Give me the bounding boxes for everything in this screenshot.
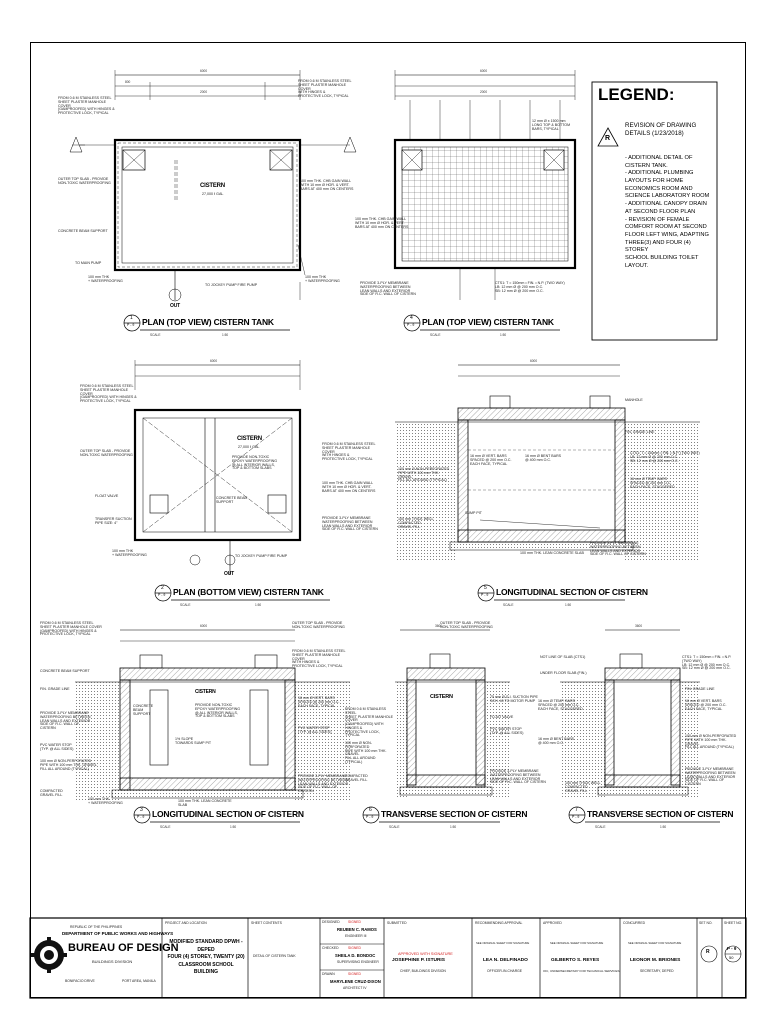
note-waterstop-3: PVC WATER STOP (TYP. @ ALL SIDES): [490, 727, 524, 735]
scale-value-1: 1:50: [222, 333, 229, 337]
note-slab-line-2: UNDER FLOOR SLAB (FIN.): [540, 671, 587, 675]
tb-addr-left: BONIFACIO DRIVE: [65, 979, 95, 983]
tb-h-designed: DESIGNED: [322, 920, 340, 924]
title-drawing-3: LONGITUDINAL SECTION OF CISTERN: [152, 809, 304, 819]
tb-sheet-no: P - 9: [727, 946, 737, 951]
scale-value-4: 1:50: [500, 333, 507, 337]
note-outer-top-slab-4: OUTER TOP SLAB - PROVIDE NON-TOXIC WATERPROOFING: [440, 621, 493, 629]
note-membrane-7: PROVIDE 3-PLY MEMBRANE WATERPROOFING BETWEEN LEAN WALLS AND EXTERIOR SIDE OF R.C. WALL OF CISTERN: [685, 767, 736, 787]
scale-value-3: 1:50: [230, 825, 237, 829]
note-suction-pipe: 75 mm Ø G.I. SUCTION PIPE SCH. 40 TO MOTOR PUMP: [490, 695, 538, 703]
plan-top-view-4: [395, 70, 575, 300]
note-bent-bars-2: 16 mm Ø BENT BARS @ 400 mm O.C.: [538, 737, 575, 745]
note-grade-line-1: FIN. GRADE LINE: [625, 430, 655, 434]
title-drawing-7: TRANSVERSE SECTION OF CISTERN: [587, 809, 734, 819]
note-membrane-3: PROVIDE 3-PLY MEMBRANE WATERPROOFING BETWEEN LEAN WALLS AND EXTERIOR SIDE OF R.C. WALL OF CISTERN: [590, 541, 646, 557]
note-jockey-pump: TO JOCKEY PUMP FIRE PUMP: [205, 283, 258, 287]
cistern-label-2: CISTERN: [237, 436, 262, 442]
tb-h-drawn: DRAWN: [322, 972, 335, 976]
note-main-pump: TO MAIN PUMP: [75, 261, 102, 265]
dim-side-1: 800: [125, 80, 131, 84]
note-lean-slab-1: 100 mm THK. LEAN CONCRETE SLAB: [520, 551, 584, 555]
tb-designed: REUBEN C. RAMOS: [337, 927, 377, 932]
tb-recommending-role: OFFICER-IN-CHARGE: [487, 969, 523, 973]
tb-bureau: BUREAU OF DESIGN: [68, 942, 179, 954]
note-gravel-fill-2: 100 mm THICK WELL COMPACTED GRAVEL FILL: [565, 781, 601, 793]
note-temp-bars-2: 16 mm Ø TEMP. BARS SPACED @ 200 mm O.C. EACH FACE, STAGGERED: [538, 699, 583, 711]
bubble-num-7: 7: [575, 807, 578, 813]
tb-h-setno: SET NO.: [699, 921, 713, 925]
note-outer-top-slab: OUTER TOP SLAB - PROVIDE NON-TOXIC WATERPROOFING: [58, 177, 111, 185]
cistern-capacity-2: 27,000 ℓ GAL: [238, 445, 260, 449]
note-vert-bars-2: 16 mm Ø VERT. BARS SPACED @ 200 mm O.C. EACH FACE, TYPICAL: [298, 696, 340, 708]
note-outer-top-slab-2: OUTER TOP SLAB - PROVIDE NON-TOXIC WATERPROOFING: [80, 449, 133, 457]
note-manhole-cover-2: FROM 0.6 M STAINLESS STEEL SHEET PLASTER MANHOLE COVER WITH HINGES & PROTECTIVE LOCK, TYPICAL: [298, 79, 352, 99]
cistern-label-4: CISTERN: [430, 694, 453, 700]
scale-value-7: 1:50: [660, 825, 667, 829]
tb-designed-sig: SIGNED: [348, 920, 361, 924]
note-transfer-suction: TRANSFER SUCTION PIPE SIZE: 4": [95, 517, 132, 525]
longitudinal-section-5: [395, 365, 700, 562]
note-float-valve: FLOAT VALVE: [95, 494, 119, 498]
tb-approved: GILBERTO S. REYES: [551, 958, 600, 963]
scale-label-3: SCALE: [160, 825, 171, 829]
note-waterproofing-2: 100 mm THK + WATERPROOFING: [305, 275, 340, 283]
note-manhole-cover-6: FROM 0.6 M STAINLESS STEEL SHEET PLASTER MANHOLE COVER WITH HINGES & PROTECTIVE LOCK, TYPICAL: [292, 649, 346, 669]
tb-agency-2: DEPARTMENT OF PUBLIC WORKS AND HIGHWAYS: [62, 931, 174, 936]
note-perforated-pipe-3: 100 mm Ø NON-PERFORATED PIPE WITH 100 mm THK. GRAVEL FILL ALL AROUND (TYPICAL): [345, 741, 387, 764]
note-beam-support: CONCRETE BEAM SUPPORT: [58, 229, 108, 233]
dim-overall-1: 6000: [200, 69, 208, 73]
tb-h-sheetno: SHEET NO.: [724, 921, 743, 925]
bubble-num-4: 4: [410, 315, 413, 321]
scale-label-4: SCALE: [430, 333, 441, 337]
note-epoxy-2: PROVIDE NON-TOXIC EPOXY WATERPROOFING @ ALL INTERIOR WALLS, TOP & BOTTOM SLABS: [195, 703, 241, 719]
note-membrane-1: PROVIDE 3-PLY MEMBRANE WATERPROOFING BETWEEN LEAN WALLS AND EXTERIOR SIDE OF R.C. WALL OF CISTERN: [360, 281, 416, 297]
note-membrane-5: PROVIDE 3-PLY MEMBRANE WATERPROOFING BETWEEN LEAN WALLS AND EXTERIOR SIDE OF R.C. WALL OF CISTERN: [298, 774, 349, 794]
note-compacted-gravel-1: COMPACTED GRAVEL FILL: [40, 789, 63, 797]
bubble-ref-7: P - 9: [572, 815, 580, 819]
note-waterproofing-4: 100 mm THK + WATERPROOFING: [88, 797, 123, 805]
title-drawing-4: PLAN (TOP VIEW) CISTERN TANK: [422, 317, 554, 327]
note-manhole-cover-7: FROM 0.6 M STAINLESS STEEL SHEET PLASTER MANHOLE COVER (GAMPROOFED) WITH HINGES & PROTECTIVE LOCK, TYPICAL: [345, 707, 394, 738]
tb-h-concurred: CONCURRED: [623, 921, 646, 925]
cistern-label-3: CISTERN: [195, 689, 216, 695]
tb-agency-1: REPUBLIC OF THE PHILIPPINES: [70, 925, 123, 929]
tb-drawn-sig: SIGNED: [348, 972, 361, 976]
tb-rev: R: [706, 949, 710, 955]
note-gravel-fill-1: 100 mm THICK WELL COMPACTED GRAVEL FILL: [398, 517, 434, 529]
tb-h-approved: APPROVED: [543, 921, 562, 925]
legend-items: - ADDITIONAL DETAIL OF CISTERN TANK. - ADDITIONAL PLUMBING LAYOUTS FOR HOME ECONOMICS ROOM AND SCIENCE LABORATORY ROOM - ADDITIONAL CANOPY DRAIN AT SECOND FLOOR PLAN - REVISION OF FEMALE COMFORT ROOM AT SECOND FLOOR LEFT WING, ADAPTING THREE(3) AND FOUR (4) STOREY SCHOOL BUILDING TOILET LAYOUT.: [625, 155, 710, 269]
note-lean-slab-2: 100 mm THK. LEAN CONCRETE SLAB: [178, 799, 232, 807]
dim-mid-1: 2000: [200, 90, 208, 94]
tb-approved-role: OIC, UNDERSECRETARY FOR TECHNICAL SERVICES: [543, 969, 620, 973]
dpwh-seal: [31, 937, 67, 973]
note-cts1-1: CTS1: T = 150mm • FIN. • N.P. (TWO WAY) LB: 12 mm Ø @ 200 mm O.C. SB: 12 mm Ø @ 200 mm O.C.: [495, 281, 565, 293]
tb-rec-sig: SEE ORIGINAL SHEET FOR SIGNATURE: [476, 941, 530, 945]
tb-division: BUILDINGS DIVISION: [92, 959, 133, 964]
bubble-ref-6: P - 9: [366, 815, 374, 819]
tb-concurred-role: SECRETARY, DEPED: [640, 969, 674, 973]
dim-mid-2: 2000: [480, 90, 488, 94]
note-manhole-cover-5: FROM 0.6 M STAINLESS STEEL SHEET PLASTER MANHOLE COVER (GAMPROOFED) WITH HINGES & PROTECTIVE LOCK, TYPICAL: [40, 621, 102, 637]
dim-overall-3: 6000: [210, 359, 218, 363]
note-vert-bars-1: 16 mm Ø VERT. BARS SPACED @ 200 mm O.C. EACH FACE, TYPICAL: [470, 454, 512, 466]
cistern-capacity-1: 27,000 ℓ GAL: [202, 192, 224, 196]
note-perforated-pipe-4: 100 mm Ø NON-PERFORATED PIPE WITH 100 mm THK. GRAVEL FILL ALL AROUND (TYPICAL): [685, 734, 737, 750]
scale-value-5: 1:50: [565, 603, 572, 607]
tb-h-project: PROJECT AND LOCATION: [165, 921, 207, 925]
tb-project: MODIFIED STANDARD DPWH - DEPED FOUR (4) STOREY, TWENTY (20) CLASSROOM SCHOOL BUILDING: [167, 939, 245, 975]
out-label-1: OUT: [170, 303, 180, 309]
bubble-ref-4: P - 9: [407, 323, 415, 327]
note-waterproofing-3: 100 mm THK + WATERPROOFING: [112, 549, 147, 557]
tb-designed-role: ENGINEER III: [345, 934, 367, 938]
note-perforated-pipe-1: 100 mm Ø NON-PERFORATED PIPE WITH 100 mm THK. GRAVEL FILL ALL AROUND (TYPICAL): [398, 467, 450, 483]
tb-checked-role: SUPERVISING ENGINEER: [337, 960, 379, 964]
note-manhole-cover: FROM 0.6 M STAINLESS STEEL SHEET PLASTER MANHOLE COVER (GAMPROOFED) WITH HINGES & PROTECTIVE LOCK, TYPICAL: [58, 96, 115, 116]
legend-rev-symbol: R: [605, 135, 611, 142]
tb-sheet-of: 50: [729, 955, 734, 960]
scale-label-2: SCALE: [180, 603, 191, 607]
dim-trans-2: 3600: [635, 624, 643, 628]
tb-h-recommending: RECOMMENDING APPROVAL: [475, 921, 523, 925]
bubble-num-3: 3: [140, 807, 143, 813]
tb-submitted-sig: APPROVED WITH SIGNATURE: [398, 952, 453, 956]
note-membrane-6: PROVIDE 3-PLY MEMBRANE WATERPROOFING BETWEEN LEAN WALLS AND EXTERIOR SIDE OF R.C. WALL OF CISTERN: [490, 769, 546, 785]
note-beam-support-3: CONCRETE BEAM SUPPORT: [40, 669, 90, 673]
legend-heading: REVISION OF DRAWING DETAILS (1/23/2018): [625, 122, 697, 138]
note-slab-line-1: NOT LINE OF SLAB (CTS1): [540, 655, 586, 659]
note-float-valve-2: FLOAT VALVE: [490, 715, 514, 719]
bubble-ref-3: P - 9: [137, 815, 145, 819]
bubble-ref-2: P - 9: [158, 593, 166, 597]
tb-submitted: JOSEPHINE P. ISTURIS: [392, 958, 445, 963]
title-drawing-2: PLAN (BOTTOM VIEW) CISTERN TANK: [173, 587, 324, 597]
note-epoxy-1: PROVIDE NON-TOXIC EPOXY WATERPROOFING @ ALL INTERIOR WALLS, TOP & BOTTOM SLABS: [232, 455, 278, 471]
dim-overall-5: 6000: [200, 624, 208, 628]
note-vert-bars-3: 16 mm Ø VERT. BARS SPACED @ 200 mm O.C. EACH FACE, TYPICAL: [685, 699, 727, 711]
note-beam-support-4: CONCRETE BEAM SUPPORT: [133, 704, 154, 716]
title-drawing-6: TRANSVERSE SECTION OF CISTERN: [381, 809, 528, 819]
dim-overall-4: 6000: [530, 359, 538, 363]
dim-overall-2: 6000: [480, 69, 488, 73]
note-manhole-1: MANHOLE: [625, 398, 643, 402]
note-compacted-gravel-2: COMPACTED GRAVEL FILL: [345, 774, 368, 782]
note-manhole-cover-4: FROM 0.6 M STAINLESS STEEL SHEET PLASTER MANHOLE COVER WITH HINGES & PROTECTIVE LOCK, TYPICAL: [322, 442, 376, 462]
tb-h-sheet: SHEET CONTENTS: [251, 921, 282, 925]
tb-app-sig: SEE ORIGINAL SHEET FOR SIGNATURE: [550, 941, 604, 945]
tb-drawn-role: ARCHITECT IV: [343, 986, 367, 990]
note-outer-top-slab-3: OUTER TOP SLAB - PROVIDE NON-TOXIC WATERPROOFING: [292, 621, 345, 629]
note-jockey-pump-2: TO JOCKEY PUMP FIRE PUMP: [235, 554, 288, 558]
note-temp-bars-1: 16 mm Ø TEMP. BARS SPACED @ 200 mm O.C. EACH FACE, STAGGERED: [630, 477, 675, 489]
scale-label-6: SCALE: [389, 825, 400, 829]
legend-title: LEGEND:: [598, 85, 675, 104]
tb-checked: SHEILA D. BONDOC: [335, 953, 376, 958]
note-waterproofing: 100 mm THK + WATERPROOFING: [88, 275, 123, 283]
tb-checked-sig: SIGNED: [348, 946, 361, 950]
bubble-num-1: 1: [130, 315, 133, 321]
tb-drawn: MARYLENE CRUZ-DIXON: [330, 979, 381, 984]
scale-label-7: SCALE: [595, 825, 606, 829]
tb-recommending: LEA N. DELFINADO: [483, 958, 528, 963]
scale-value-2: 1:50: [255, 603, 262, 607]
note-top-bottom-bars: 12 mm Ø x 1500 mm LONG TOP & BOTTOM BARS, TYPICAL: [532, 119, 571, 131]
note-manhole-cover-3: FROM 0.6 M STAINLESS STEEL SHEET PLASTER MANHOLE COVER (GAMPROOFED) WITH HINGES & PROTECTIVE LOCK, TYPICAL: [80, 384, 137, 404]
note-membrane-4: PROVIDE 3-PLY MEMBRANE WATERPROOFING BETWEEN LEAN WALLS AND EXTERIOR SIDE OF R.C. WALL OF CISTERN: [40, 711, 91, 731]
note-sump-pit: SUMP PIT: [465, 511, 482, 515]
cistern-label-1: CISTERN: [200, 183, 225, 189]
note-slope-1: 1% SLOPE TOWARDS SUMP PIT: [175, 737, 212, 745]
tb-h-submitted: SUBMITTED: [387, 921, 407, 925]
note-cts1-3: CTS1: T = 150mm • FIN. • N.P. (TWO WAY) LB: 12 mm Ø @ 200 mm O.C. SB: 12 mm Ø @ 200 mm O.C.: [682, 655, 732, 671]
note-grade-line-3: FIN. GRADE LINE: [685, 687, 715, 691]
bubble-num-2: 2: [161, 585, 164, 591]
title-drawing-1: PLAN (TOP VIEW) CISTERN TANK: [142, 317, 274, 327]
tb-submitted-role: CHIEF, BUILDINGS DIVISION: [400, 969, 446, 973]
note-grade-line-2: FIN. GRADE LINE: [40, 687, 70, 691]
note-chb-wall: 100 mm THK. CHB GAIN WALL WITH 10 mm Ø HOR. & VERT. BARS AT 400 mm ON CENTERS: [300, 179, 354, 191]
bubble-ref-1: P - 9: [127, 323, 135, 327]
tb-addr-right: PORT AREA, MANILA: [122, 979, 156, 983]
note-cts1-2: CTS1: T = 150mm • FIN. • N.P. (TWO WAY) LB: 12 mm Ø @ 200 mm O.C. SB: 12 mm Ø @ 200 mm O.C.: [630, 451, 700, 463]
dim-trans-1: 3600: [435, 624, 443, 628]
note-bent-bars-1: 16 mm Ø BENT BARS @ 400 mm O.C.: [525, 454, 562, 462]
note-chb-wall-3: 100 mm THK. CHB GAIN WALL WITH 10 mm Ø HOR. & VERT. BARS AT 400 mm ON CENTERS: [322, 481, 376, 493]
tb-concurred: LEONOR M. BRIONES: [630, 958, 681, 963]
bubble-ref-5: P - 9: [481, 593, 489, 597]
note-membrane-2: PROVIDE 3-PLY MEMBRANE WATERPROOFING BETWEEN LEAN WALLS AND EXTERIOR SIDE OF R.C. WALL OF CISTERN: [322, 516, 378, 532]
note-chb-wall-2: 100 mm THK. CHB GAIN WALL WITH 10 mm Ø HOR. & VERT. BARS AT 400 mm ON CENTERS: [355, 217, 409, 229]
note-waterstop-2: PVC WATER STOP (TYP. @ ALL SIDES): [298, 726, 332, 734]
scale-label-1: SCALE: [150, 333, 161, 337]
scale-value-6: 1:50: [450, 825, 457, 829]
bubble-num-6: 6: [369, 807, 372, 813]
bubble-num-5: 5: [484, 585, 487, 591]
tb-h-checked: CHECKED: [322, 946, 339, 950]
note-waterstop-1: PVC WATER STOP (TYP. @ ALL SIDES): [40, 743, 74, 751]
out-label-2: OUT: [224, 571, 234, 577]
note-beam-support-2: CONCRETE BEAM SUPPORT: [216, 496, 248, 504]
title-drawing-5: LONGITUDINAL SECTION OF CISTERN: [496, 587, 648, 597]
note-perforated-pipe-2: 100 mm Ø NON-PERFORATED PIPE WITH 100 mm THK. GRAVEL FILL ALL AROUND (TYPICAL): [40, 759, 97, 771]
tb-sheet: DETAIL OF CISTERN TANK: [253, 954, 296, 958]
tb-con-sig: SEE ORIGINAL SHEET FOR SIGNATURE: [628, 941, 682, 945]
scale-label-5: SCALE: [503, 603, 514, 607]
